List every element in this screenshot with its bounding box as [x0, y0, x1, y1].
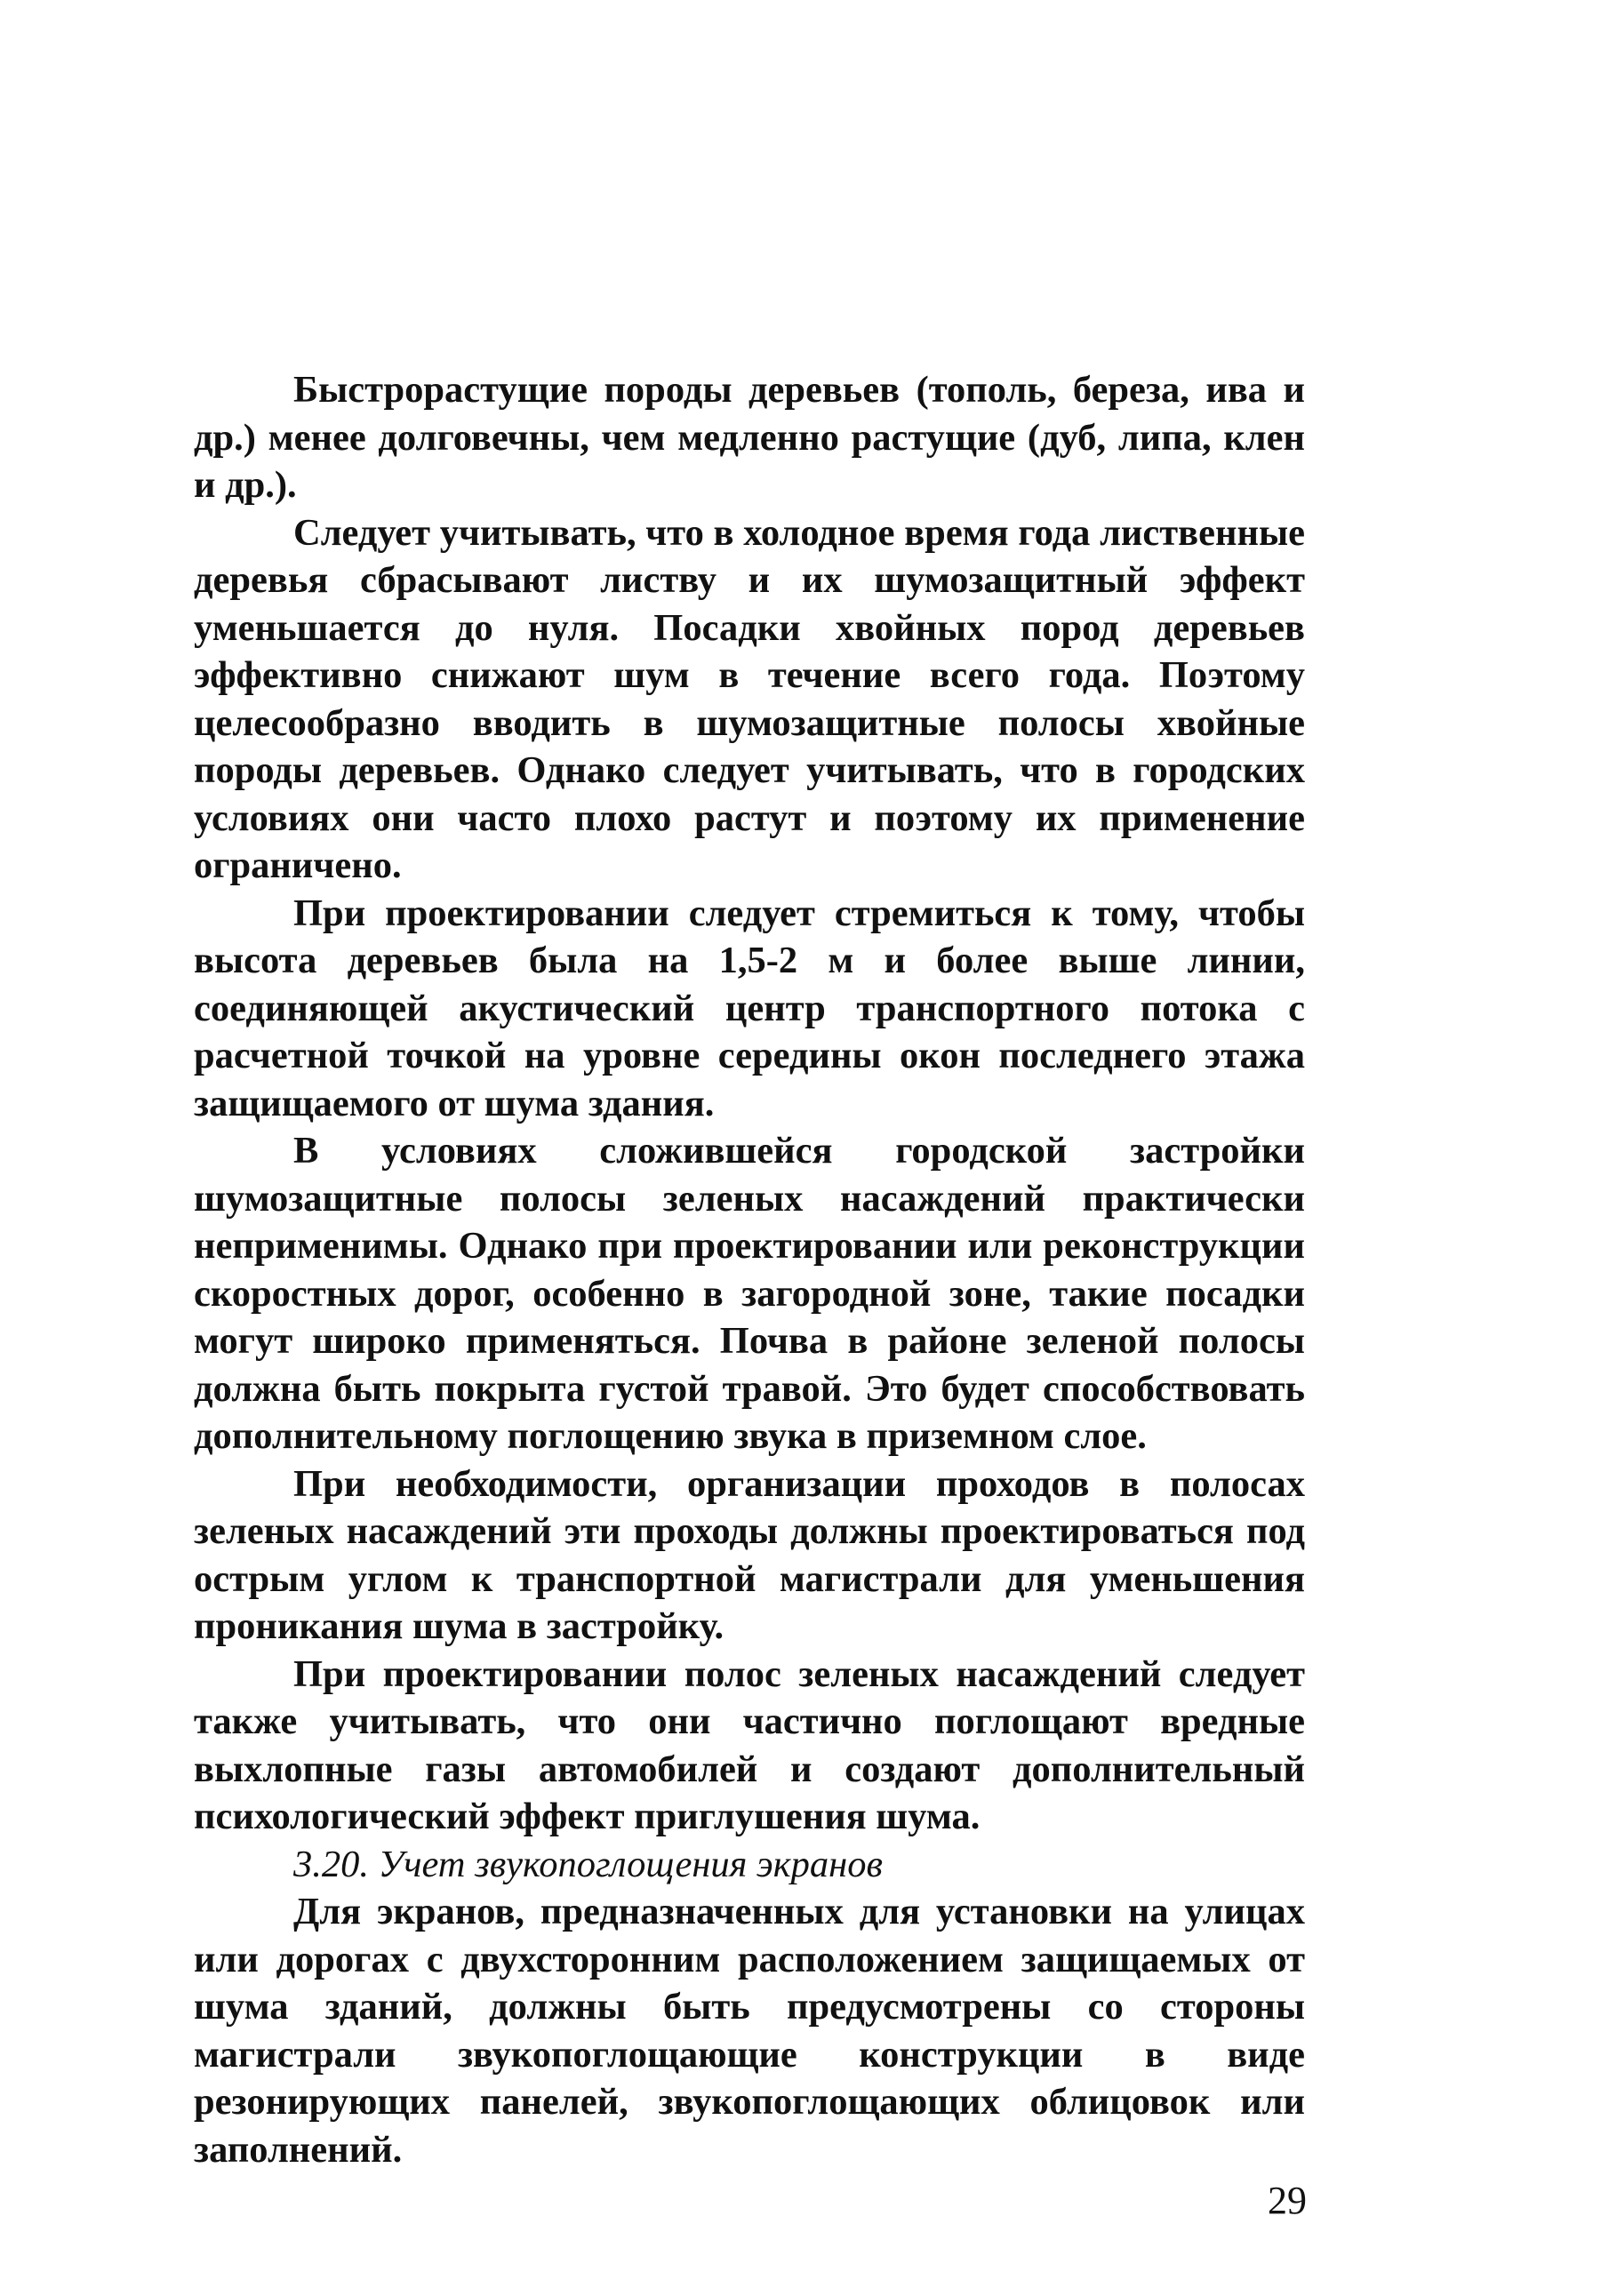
paragraph-fast-growing-trees: Быстрорастущие породы деревьев (тополь, береза, ива и др.) менее долговечны, чем медленно растущие (дуб, липа, клен и др.). [194, 369, 1305, 506]
paragraph-exhaust-gases: При проектировании полос зеленых насаждений следует также учитывать, что они частично поглощают вредные выхлопные газы автомобилей и создают дополнительный психологический эффект приглушения шума. [194, 1652, 1305, 1837]
paragraph-tree-height: При проектировании следует стремиться к тому, чтобы высота деревьев была на 1,5-2 м и более выше линии, соединяющей акустический центр транспортного потока с расчетной точкой на уровне середины окон последнего этажа защищаемого от шума здания. [194, 892, 1305, 1124]
page-number: 29 [1268, 2179, 1307, 2222]
paragraph-passages: При необходимости, организации проходов в полосах зеленых насаждений эти проходы должны проектироваться под острым углом к транспортной магистрали для уменьшения проникания шума в застройку. [194, 1462, 1305, 1647]
paragraph-screens: Для экранов, предназначенных для установки на улицах или дорогах с двухсторонним расположением защищаемых от шума зданий, должны быть предусмотрены со стороны магистрали звукопоглощающие конструкции в виде резонирующих панелей, звукопоглощающих облицовок или заполнений. [194, 1891, 1305, 2171]
paragraph-urban-conditions: В условиях сложившейся городской застройки шумозащитные полосы зеленых насаждений практически неприменимы. Однако при проектировании или реконструкции скоростных дорог, особенно в загородной зоне, такие посадки могут широко применяться. Почва в районе зеленой полосы должна быть покрыта густой травой. Это будет способствовать дополнительному поглощению звука в приземном слое. [194, 1130, 1305, 1457]
paragraph-cold-season: Следует учитывать, что в холодное время года лиственные деревья сбрасывают листву и их шумозащитный эффект уменьшается до нуля. Посадки хвойных пород деревьев эффективно снижают шум в течение всего года. Поэтому целесообразно вводить в шумозащитные полосы хвойные породы деревьев. Однако следует учитывать, что в городских условиях они часто плохо растут и поэтому их применение ограничено. [194, 511, 1305, 886]
body-text [194, 366, 1305, 2173]
section-heading: 3.20. Учет звукопоглощения экранов [293, 1843, 883, 1885]
